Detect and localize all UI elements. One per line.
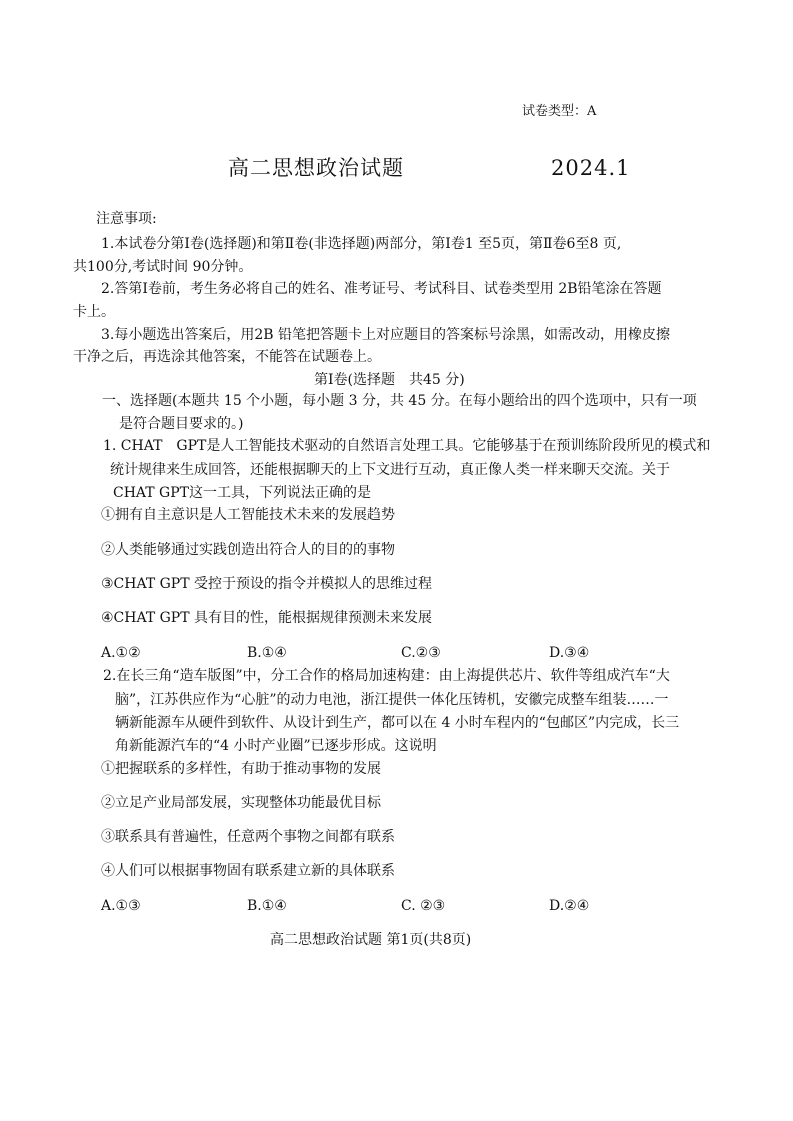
q2-statement-1: ①把握联系的多样性，有助于推动事物的发展 [101,761,381,777]
q2-stem-line4: 角新能源汽车的“4 小时产业圈”已逐步形成。这说明 [115,738,437,754]
notice-item-3-cont: 干净之后，再选涂其他答案，不能答在试题卷上。 [73,349,381,365]
q2-option-d: D.②④ [549,898,590,914]
notice-item-1: 1.本试卷分第Ⅰ卷(选择题)和第Ⅱ卷(非选择题)两部分，第Ⅰ卷1 至5页，第Ⅱ卷6至8 页, [101,236,622,252]
q1-option-a: A.①② [101,645,141,661]
paper-type-label: 试卷类型：A [522,104,597,119]
q1-statement-1: ①拥有自主意识是人工智能技术未来的发展趋势 [101,507,395,523]
q2-option-b: B.①④ [247,898,287,914]
notice-item-2-cont: 卡上。 [73,304,115,320]
q2-statement-4: ④人们可以根据事物固有联系建立新的具体联系 [101,863,395,879]
q1-stem-line2: 统计规律来生成回答，还能根据聊天的上下文进行互动，真正像人类一样来聊天交流。关于 [110,462,670,478]
notice-item-3: 3.每小题选出答案后，用2B 铅笔把答题卡上对应题目的答案标号涂黑，如需改动，用橡皮擦 [101,327,671,343]
q2-stem-line3: 辆新能源车从硬件到软件、从设计到生产，都可以在 4 小时车程内的“包邮区”内完成，长三 [115,715,680,731]
q2-option-a: A.①③ [101,898,141,914]
page-footer: 高二思想政治试题 第1页(共8页) [270,932,472,948]
q1-option-c: C.②③ [401,645,441,661]
q1-stem-line3: CHAT GPT这一工具，下列说法正确的是 [113,485,371,501]
notice-item-1-cont: 共100分,考试时间 90分钟。 [73,259,253,275]
q1-stem: 1. CHAT GPT是人工智能技术驱动的自然语言处理工具。它能够基于在预训练阶段所见的模式和 [103,438,711,454]
notice-item-2: 2.答第Ⅰ卷前，考生务必将自己的姓名、准考证号、考试科目、试卷类型用 2B铅笔涂在答题 [101,281,662,297]
section-title: 第Ⅰ卷(选择题 共45 分) [314,372,465,388]
q1-statement-2: ②人类能够通过实践创造出符合人的目的的事物 [101,542,395,558]
q2-statement-3: ③联系具有普遍性，任意两个事物之间都有联系 [101,829,395,845]
q2-statement-2: ②立足产业局部发展，实现整体功能最优目标 [101,795,381,811]
page-title: 高二思想政治试题 [228,156,404,180]
q2-option-c: C. ②③ [401,898,446,914]
notice-heading: 注意事项: [96,211,157,227]
exam-date: 2024.1 [551,156,631,180]
section-instruction: 一、选择题(本题共 15 个小题，每小题 3 分，共 45 分。在每小题给出的四个选项中，只有一项 [102,393,697,409]
section-instruction-cont: 是符合题目要求的。) [119,416,244,432]
q2-stem: 2.在长三角“造车版图”中，分工合作的格局加速构建：由上海提供芯片、软件等组成汽车“大 [103,668,670,684]
q1-option-b: B.①④ [247,645,287,661]
q1-option-d: D.③④ [549,645,590,661]
q2-stem-line2: 脑”，江苏供应作为“心脏”的动力电池，浙江提供一体化压铸机，安徽完成整车组装……一 [115,692,669,708]
q1-statement-3: ③CHAT GPT 受控于预设的指令并模拟人的思维过程 [101,576,432,592]
q1-statement-4: ④CHAT GPT 具有目的性，能根据规律预测未来发展 [101,610,432,626]
